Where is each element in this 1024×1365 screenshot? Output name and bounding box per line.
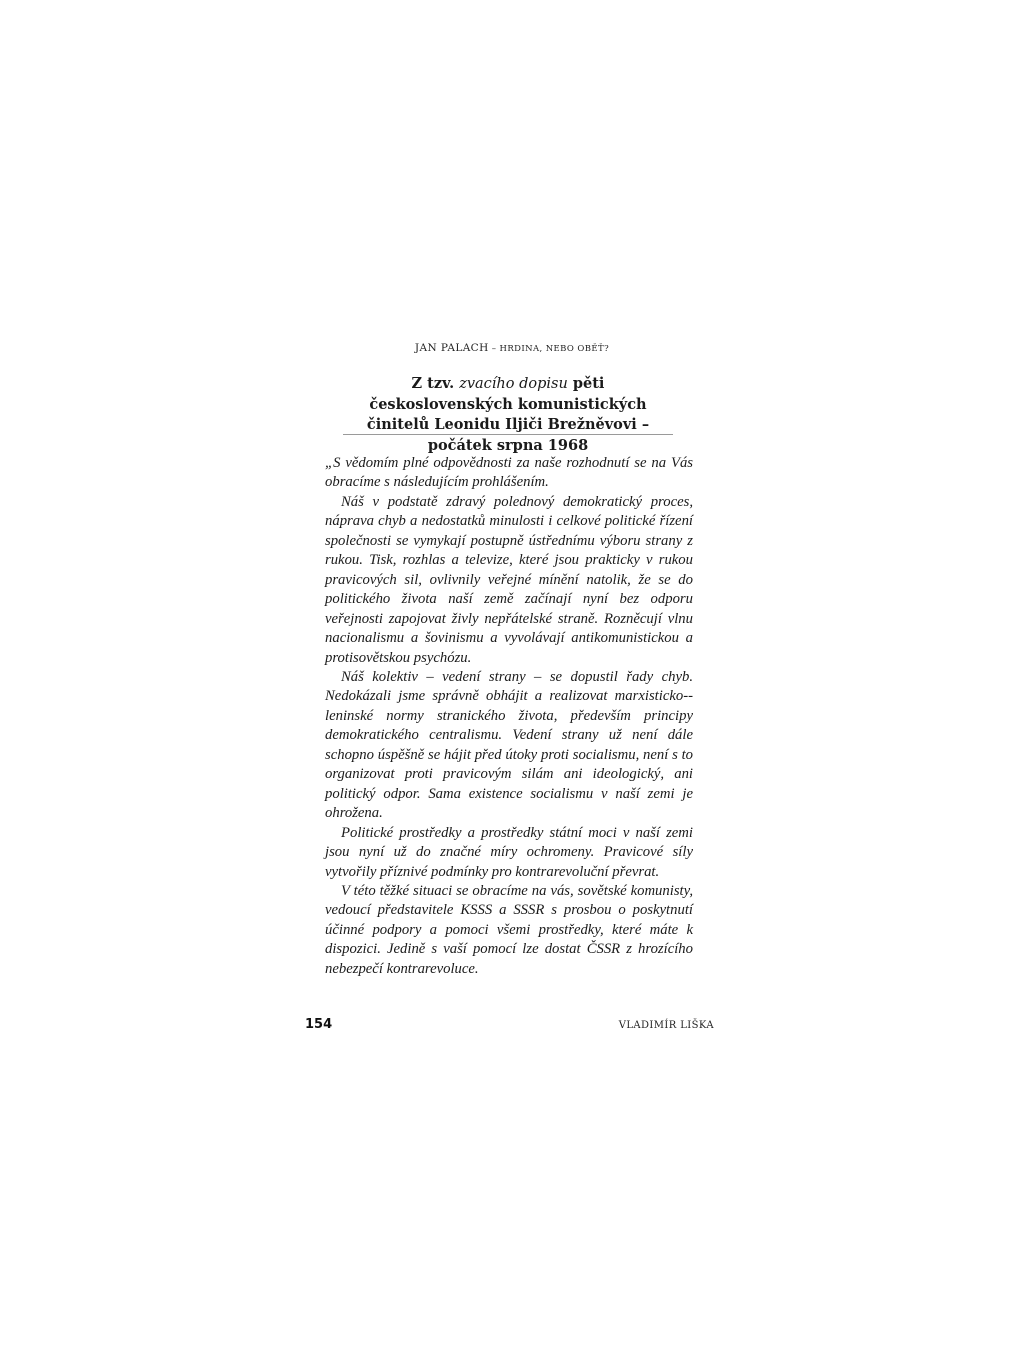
paragraph-5: V této těžké situaci se obracíme na vás, sovětské komunisty, vedoucí představitele KSSS a SSSR s prosbou o poskytnutí účinné podpory a pomoci všemi prostředky, které máte k dispozici. Jedině s vaší pomocí lze dostat ČSSR z hrozícího nebezpečí kontrarevoluce. <box>325 882 693 977</box>
author-name: VLADIMÍR LIŠKA <box>618 1020 714 1031</box>
paragraph-4: Politické prostředky a prostředky státní moci v naší zemi jsou nyní už do značné míry ochromeny. Pravicové síly vytvořily příznivé podmínky pro kontrarevoluční převrat. <box>325 824 693 880</box>
quoted-letter <box>325 454 693 979</box>
paragraph-2: Náš v podstatě zdravý polednový demokratický proces, náprava chyb a nedostatků minulosti i celkové politické řízení společnosti se vymykají postupně ústřednímu výboru strany z rukou. Tisk, rozhlas a televize, které jsou prakticky v rukou pravicových sil, ovlivnily veřejné mínění natolik, že se do politického života naší země začínají nyní bez odporu veřejnosti zapojovat živly nepřátelské straně. Rozněcují vlnu nacionalismu a šovinismu a vyvolávají antikomunistickou a protisovětskou psychózu. <box>325 493 693 666</box>
running-head <box>0 342 1024 354</box>
heading-rest: pěti československých komunistických činitelů Leonidu Iljiči Brežněvovi – počátek srpna 1968 <box>366 375 650 454</box>
paragraph-1: „S vědomím plné odpovědnosti za naše rozhodnutí se na Vás obracíme s následujícím prohlášením. <box>325 455 693 491</box>
heading-emphasis: zvacího dopisu <box>459 376 568 392</box>
section-heading <box>343 374 673 456</box>
heading-rule <box>343 434 673 435</box>
paragraph-3: Náš kolektiv – vedení strany – se dopustil řady chyb. Nedokázali jsme správně obhájit a realizovat marxisticko--leninské normy stranického života, především principy demokratického centralismu. Vedení strany už není dále schopno úspěšně se hájit před útoky proti socialismu, není s to organizovat proti pravicovým silám ani ideologický, ani politický odpor. Sama existence socialismu v naší zemi je ohrožena. <box>325 668 693 822</box>
heading-prefix: Z tzv. <box>411 375 460 392</box>
running-head-subtitle: – HRDINA, NEBO OBĚŤ? <box>488 344 610 354</box>
page-number: 154 <box>305 1017 333 1032</box>
running-head-title: JAN PALACH <box>414 342 489 354</box>
